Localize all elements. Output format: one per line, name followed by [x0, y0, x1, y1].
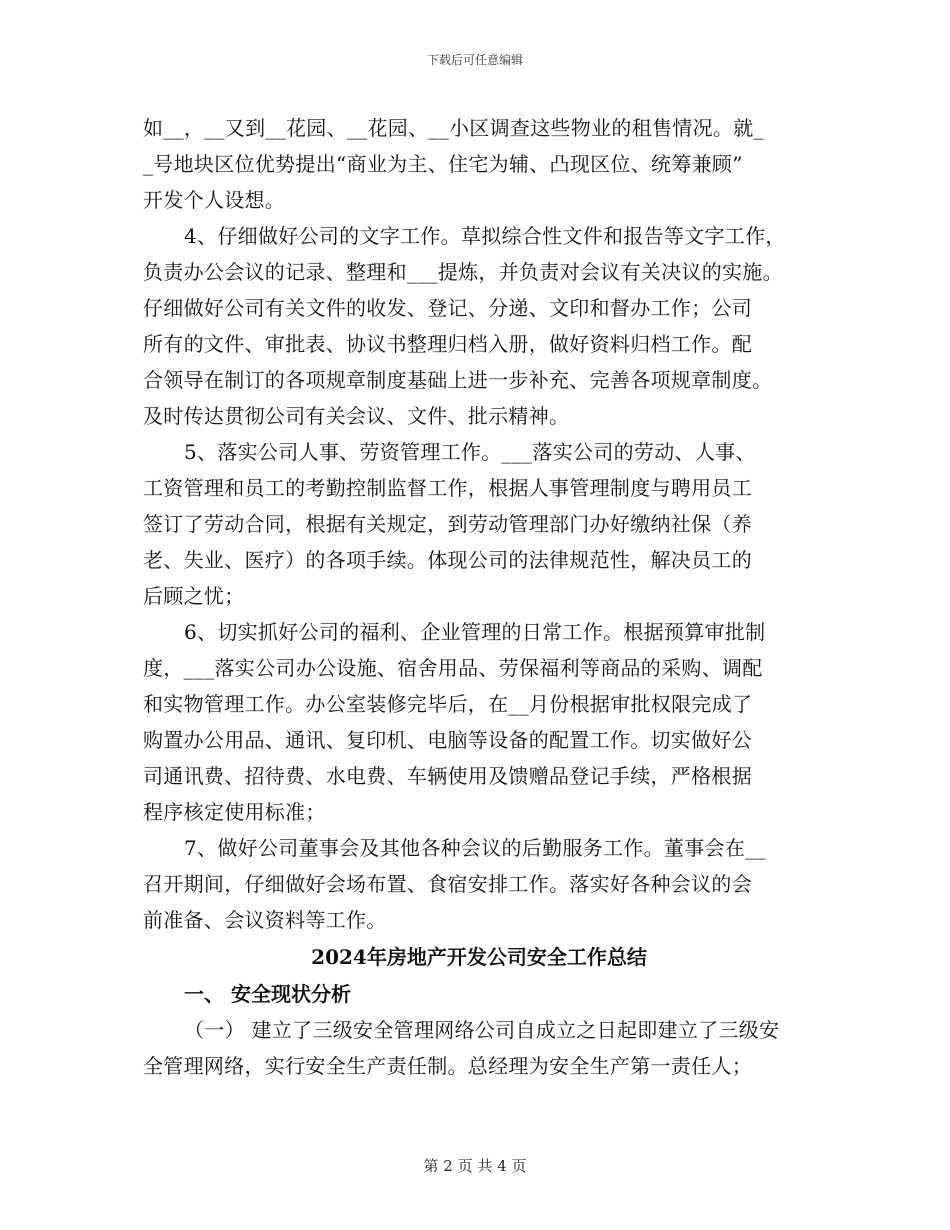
section-heading: 一、 安全现状分析	[184, 982, 351, 1006]
text-line: 6、切实抓好公司的福利、企业管理的日常工作。根据预算审批制	[184, 620, 766, 644]
text-line: 所有的文件、审批表、协议书整理归档入册，做好资料归档工作。配	[143, 332, 752, 356]
text-line: 召开期间，仔细做好会场布置、食宿安排工作。落实好各种会议的会	[143, 872, 752, 896]
document-title: 2024年房地产开发公司安全工作总结	[311, 945, 647, 969]
text-line: 及时传达贯彻公司有关会议、文件、批示精神。	[143, 404, 570, 428]
page-number: 第 2 页 共 4 页	[423, 1157, 527, 1175]
paragraph-5	[143, 434, 815, 614]
paragraph-7	[143, 830, 815, 938]
text-line: 4、仔细做好公司的文字工作。草拟综合性文件和报告等文字工作，	[184, 224, 786, 248]
text-line: 7、做好公司董事会及其他各种会议的后勤服务工作。董事会在__	[184, 836, 766, 860]
text-line: 合领导在制订的各项规章制度基础上进一步补充、完善各项规章制度。	[143, 368, 773, 392]
text-line: 度，___落实公司办公设施、宿舍用品、劳保福利等商品的采购、调配	[143, 656, 763, 680]
text-line: 老、失业、医疗）的各项手续。体现公司的法律规范性，解决员工的	[143, 548, 752, 572]
text-line: （一） 建立了三级安全管理网络公司自成立之日起即建立了三级安	[184, 1018, 780, 1042]
text-line: 前准备、会议资料等工作。	[143, 908, 387, 932]
text-line: 开发个人设想。	[143, 188, 286, 212]
text-line: _号地块区位优势提出“商业为主、住宅为辅、凸现区位、统筹兼顾”	[143, 152, 743, 176]
text-line: 工资管理和员工的考勤控制监督工作，根据人事管理制度与聘用员工	[143, 476, 752, 500]
paragraph-section-1	[143, 1012, 815, 1084]
text-line: 5、落实公司人事、劳资管理工作。___落实公司的劳动、人事、	[184, 440, 756, 464]
text-line: 负责办公会议的记录、整理和___提炼，并负责对会议有关决议的实施。	[143, 260, 783, 284]
paragraph-4	[143, 218, 815, 434]
text-line: 全管理网络，实行安全生产责任制。总经理为安全生产第一责任人；	[143, 1054, 752, 1078]
text-line: 签订了劳动合同，根据有关规定，到劳动管理部门办好缴纳社保（养	[143, 512, 752, 536]
text-line: 如__，__又到__花园、__花园、__小区调查这些物业的租售情况。就_	[143, 116, 764, 140]
page-header: 下载后可任意编辑	[426, 53, 523, 67]
text-line: 和实物管理工作。办公室装修完毕后，在__月份根据审批权限完成了	[143, 692, 753, 716]
paragraph-intro-end	[143, 110, 815, 218]
text-line: 司通讯费、招待费、水电费、车辆使用及馈赠品登记手续，严格根据	[143, 764, 752, 788]
text-line: 购置办公用品、通讯、复印机、电脑等设备的配置工作。切实做好公	[143, 728, 752, 752]
paragraph-6	[143, 614, 815, 830]
text-line: 后顾之忧；	[143, 584, 245, 608]
text-line: 仔细做好公司有关文件的收发、登记、分递、文印和督办工作；公司	[143, 296, 752, 320]
document-body	[143, 110, 815, 1084]
text-line: 程序核定使用标准；	[143, 800, 326, 824]
